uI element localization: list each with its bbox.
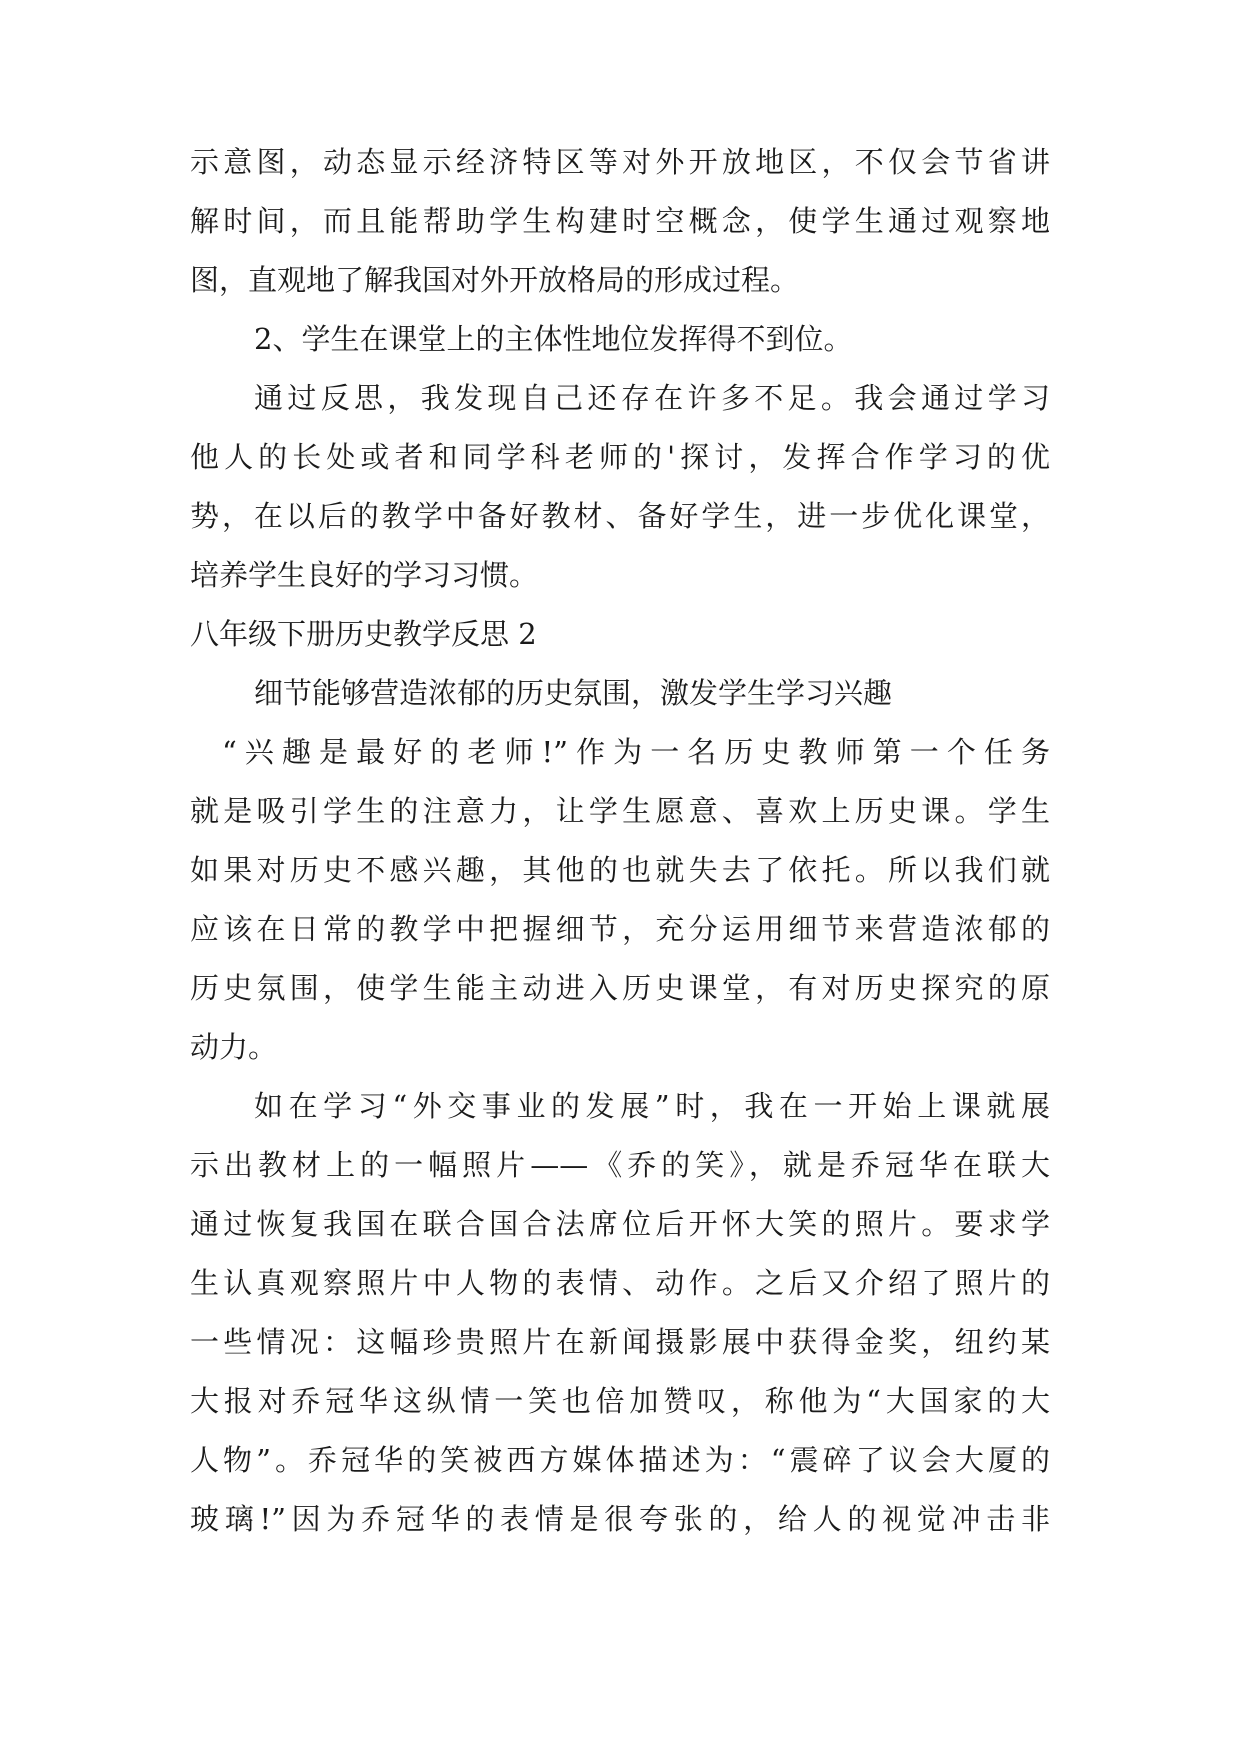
paragraph-start-line: 如在学习“外交事业的发展”时，我在一开始上课就展 — [254, 1089, 1050, 1123]
body-text-line: 人物”。乔冠华的笑被西方媒体描述为：“震碎了议会大厦的 — [190, 1443, 1050, 1477]
body-text-line: 他人的长处或者和同学科老师的'探讨，发挥合作学习的优 — [190, 440, 1050, 474]
body-text-line: 玻璃!”因为乔冠华的表情是很夸张的，给人的视觉冲击非 — [190, 1502, 1050, 1536]
body-text-line: 示出教材上的一幅照片——《乔的笑》，就是乔冠华在联大 — [190, 1148, 1050, 1182]
body-text-line: 培养学生良好的学习习惯。 — [190, 558, 539, 592]
body-text-line: 图，直观地了解我国对外开放格局的形成过程。 — [190, 263, 800, 297]
body-text-line: 通过恢复我国在联合国合法席位后开怀大笑的照片。要求学 — [190, 1207, 1050, 1241]
body-text-line: 示意图，动态显示经济特区等对外开放地区，不仅会节省讲 — [190, 145, 1050, 179]
body-text-line: 势，在以后的教学中备好教材、备好学生，进一步优化课堂， — [190, 499, 1050, 533]
subheading-text: 细节能够营造浓郁的历史氛围，激发学生学习兴趣 — [254, 676, 893, 710]
body-text-line: 生认真观察照片中人物的表情、动作。之后又介绍了照片的 — [190, 1266, 1050, 1300]
list-item-text: 2、学生在课堂上的主体性地位发挥得不到位。 — [254, 322, 853, 356]
body-text-line: 一些情况：这幅珍贵照片在新闻摄影展中获得金奖，纽约某 — [190, 1325, 1050, 1359]
section-heading: 八年级下册历史教学反思 2 — [190, 617, 537, 651]
paragraph-start-line: 通过反思，我发现自己还存在许多不足。我会通过学习 — [254, 381, 1050, 415]
body-text-line: 就是吸引学生的注意力，让学生愿意、喜欢上历史课。学生 — [190, 794, 1050, 828]
body-text-line: 动力。 — [190, 1030, 278, 1064]
paragraph-start-line: “兴趣是最好的老师!”作为一名历史教师第一个任务 — [222, 735, 1050, 769]
body-text-line: 历史氛围，使学生能主动进入历史课堂，有对历史探究的原 — [190, 971, 1050, 1005]
body-text-line: 大报对乔冠华这纵情一笑也倍加赞叹，称他为“大国家的大 — [190, 1384, 1050, 1418]
body-text-line: 如果对历史不感兴趣，其他的也就失去了依托。所以我们就 — [190, 853, 1050, 887]
body-text-line: 解时间，而且能帮助学生构建时空概念，使学生通过观察地 — [190, 204, 1050, 238]
body-text-line: 应该在日常的教学中把握细节，充分运用细节来营造浓郁的 — [190, 912, 1050, 946]
